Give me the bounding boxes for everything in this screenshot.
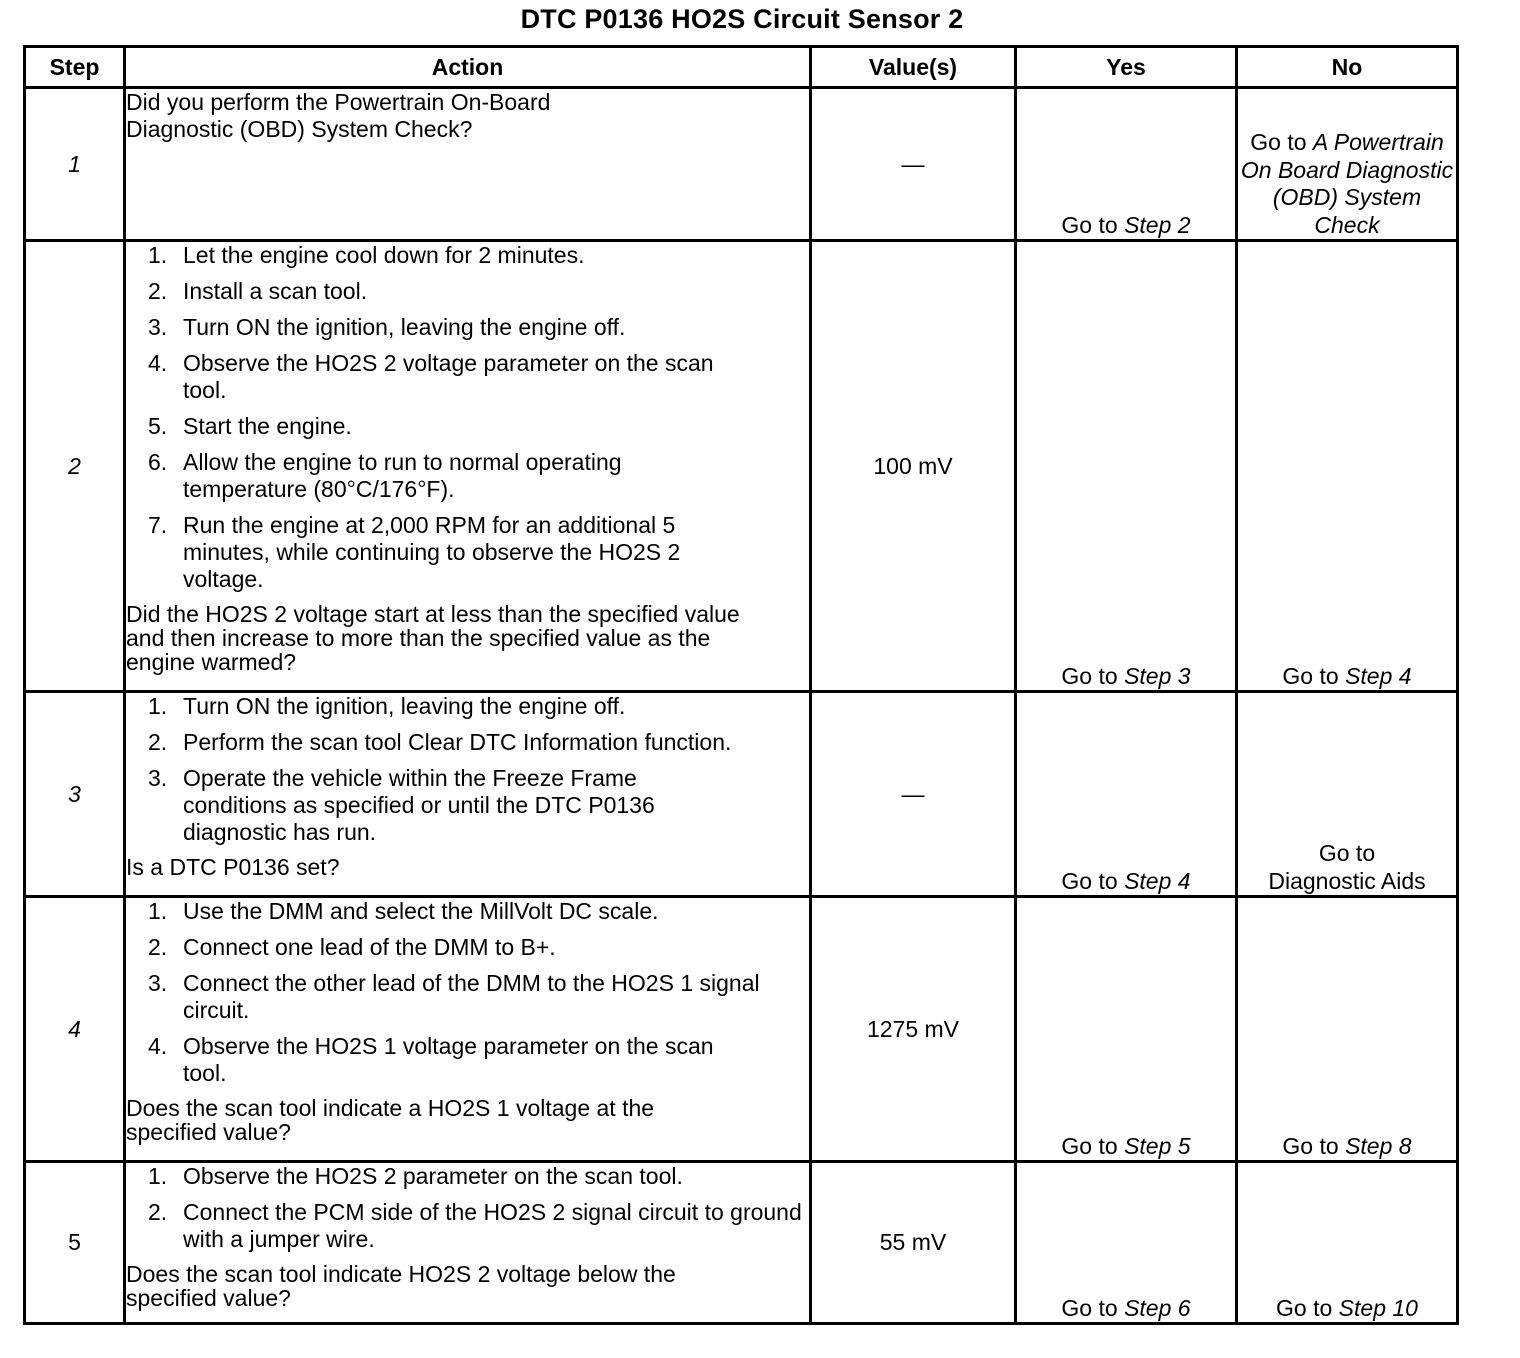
action-cell	[125, 88, 811, 241]
action-step: 2. Install a scan tool.	[148, 278, 368, 304]
yes-step-link[interactable]: Step 5	[1124, 1133, 1191, 1159]
yes-cell	[1016, 692, 1237, 897]
action-step: 3. Operate the vehicle within the Freeze Frame conditions as specified or until the DTC P0136 diagnostic has run.	[148, 765, 655, 845]
step-number: 3	[25, 692, 125, 897]
action-steps	[126, 693, 809, 846]
action-step: 4. Observe the HO2S 1 voltage parameter on the scan tool.	[148, 1033, 714, 1086]
no-cell	[1237, 241, 1458, 692]
yes-prefix: Go to	[1061, 212, 1118, 238]
page-title: DTC P0136 HO2S Circuit Sensor 2	[520, 4, 964, 34]
table-row	[25, 897, 1458, 1162]
yes-step-link[interactable]: Step 3	[1124, 663, 1191, 689]
header-yes: Yes	[1016, 47, 1237, 88]
no-prefix: Go to	[1250, 129, 1307, 155]
no-prefix: Go to	[1282, 663, 1339, 689]
action-question: Did you perform the Powertrain On-Board Diagnostic (OBD) System Check?	[126, 89, 551, 142]
action-step: 1. Observe the HO2S 2 parameter on the scan tool.	[148, 1163, 683, 1189]
yes-prefix: Go to	[1061, 868, 1118, 894]
header-action: Action	[125, 47, 811, 88]
yes-cell	[1016, 241, 1237, 692]
header-no: No	[1237, 47, 1458, 88]
action-step: 2. Connect the PCM side of the HO2S 2 signal circuit to ground with a jumper wire.	[148, 1199, 802, 1252]
value-cell: —	[811, 88, 1016, 241]
yes-step-link[interactable]: Step 6	[1124, 1295, 1191, 1321]
action-cell	[125, 241, 811, 692]
yes-step-link[interactable]: Step 4	[1124, 868, 1191, 894]
table-row	[25, 241, 1458, 692]
value-cell: 1275 mV	[811, 897, 1016, 1162]
step-number: 5	[25, 1162, 125, 1324]
action-question: Did the HO2S 2 voltage start at less than the specified value and then increase to more than the specified value as the engine warmed?	[126, 601, 740, 675]
action-step: 7. Run the engine at 2,000 RPM for an additional 5 minutes, while continuing to observe the HO2S 2 voltage.	[148, 512, 681, 592]
value-cell: 100 mV	[811, 241, 1016, 692]
no-step-link[interactable]: Step 10	[1338, 1295, 1418, 1321]
no-prefix: Go to	[1318, 840, 1376, 866]
yes-cell	[1016, 1162, 1237, 1324]
action-step: 3. Turn ON the ignition, leaving the engine off.	[148, 314, 626, 340]
action-step: 2. Connect one lead of the DMM to B+.	[148, 934, 556, 960]
action-question: Does the scan tool indicate HO2S 2 voltage below the specified value?	[126, 1261, 676, 1311]
yes-cell	[1016, 88, 1237, 241]
header-row	[25, 47, 1458, 88]
no-cell	[1237, 897, 1458, 1162]
no-obd-check-link[interactable]: A Powertrain On Board Diagnostic (OBD) System Check	[1240, 129, 1454, 238]
table-row	[25, 1162, 1458, 1324]
action-step: 6. Allow the engine to run to normal operating temperature (80°C/176°F).	[148, 449, 622, 502]
yes-step-link[interactable]: Step 2	[1124, 212, 1191, 238]
action-cell	[125, 692, 811, 897]
table-row	[25, 692, 1458, 897]
value-cell: 55 mV	[811, 1162, 1016, 1324]
action-step: 1. Use the DMM and select the MillVolt DC scale.	[148, 898, 659, 924]
no-cell	[1237, 1162, 1458, 1324]
step-number: 1	[25, 88, 125, 241]
action-steps	[126, 1163, 809, 1253]
no-step-link[interactable]: Step 8	[1345, 1133, 1412, 1159]
yes-prefix: Go to	[1061, 1295, 1118, 1321]
action-steps	[126, 898, 809, 1087]
yes-prefix: Go to	[1061, 1133, 1118, 1159]
action-steps	[126, 242, 809, 593]
no-prefix: Go to	[1282, 1133, 1339, 1159]
action-step: 5. Start the engine.	[148, 413, 352, 439]
step-number: 4	[25, 897, 125, 1162]
no-cell	[1237, 88, 1458, 241]
action-step: 1. Let the engine cool down for 2 minutes.	[148, 242, 585, 268]
action-cell	[125, 1162, 811, 1324]
no-cell	[1237, 692, 1458, 897]
action-step: 1. Turn ON the ignition, leaving the engine off.	[148, 693, 626, 719]
yes-prefix: Go to	[1061, 663, 1118, 689]
action-question: Does the scan tool indicate a HO2S 1 voltage at the specified value?	[126, 1095, 655, 1145]
action-step: 2. Perform the scan tool Clear DTC Information function.	[148, 729, 732, 755]
no-diagnostic-aids-link[interactable]: Diagnostic Aids	[1268, 867, 1426, 894]
action-cell	[125, 897, 811, 1162]
value-cell: —	[811, 692, 1016, 897]
no-prefix: Go to	[1276, 1295, 1333, 1321]
header-step: Step	[25, 47, 125, 88]
action-step: 3. Connect the other lead of the DMM to the HO2S 1 signal circuit.	[148, 970, 760, 1023]
yes-cell	[1016, 897, 1237, 1162]
step-number: 2	[25, 241, 125, 692]
action-step: 4. Observe the HO2S 2 voltage parameter on the scan tool.	[148, 350, 714, 403]
table-row	[25, 88, 1458, 241]
no-step-link[interactable]: Step 4	[1345, 663, 1412, 689]
diagnostic-table	[23, 45, 1459, 1325]
header-values: Value(s)	[811, 47, 1016, 88]
action-question: Is a DTC P0136 set?	[126, 854, 340, 880]
